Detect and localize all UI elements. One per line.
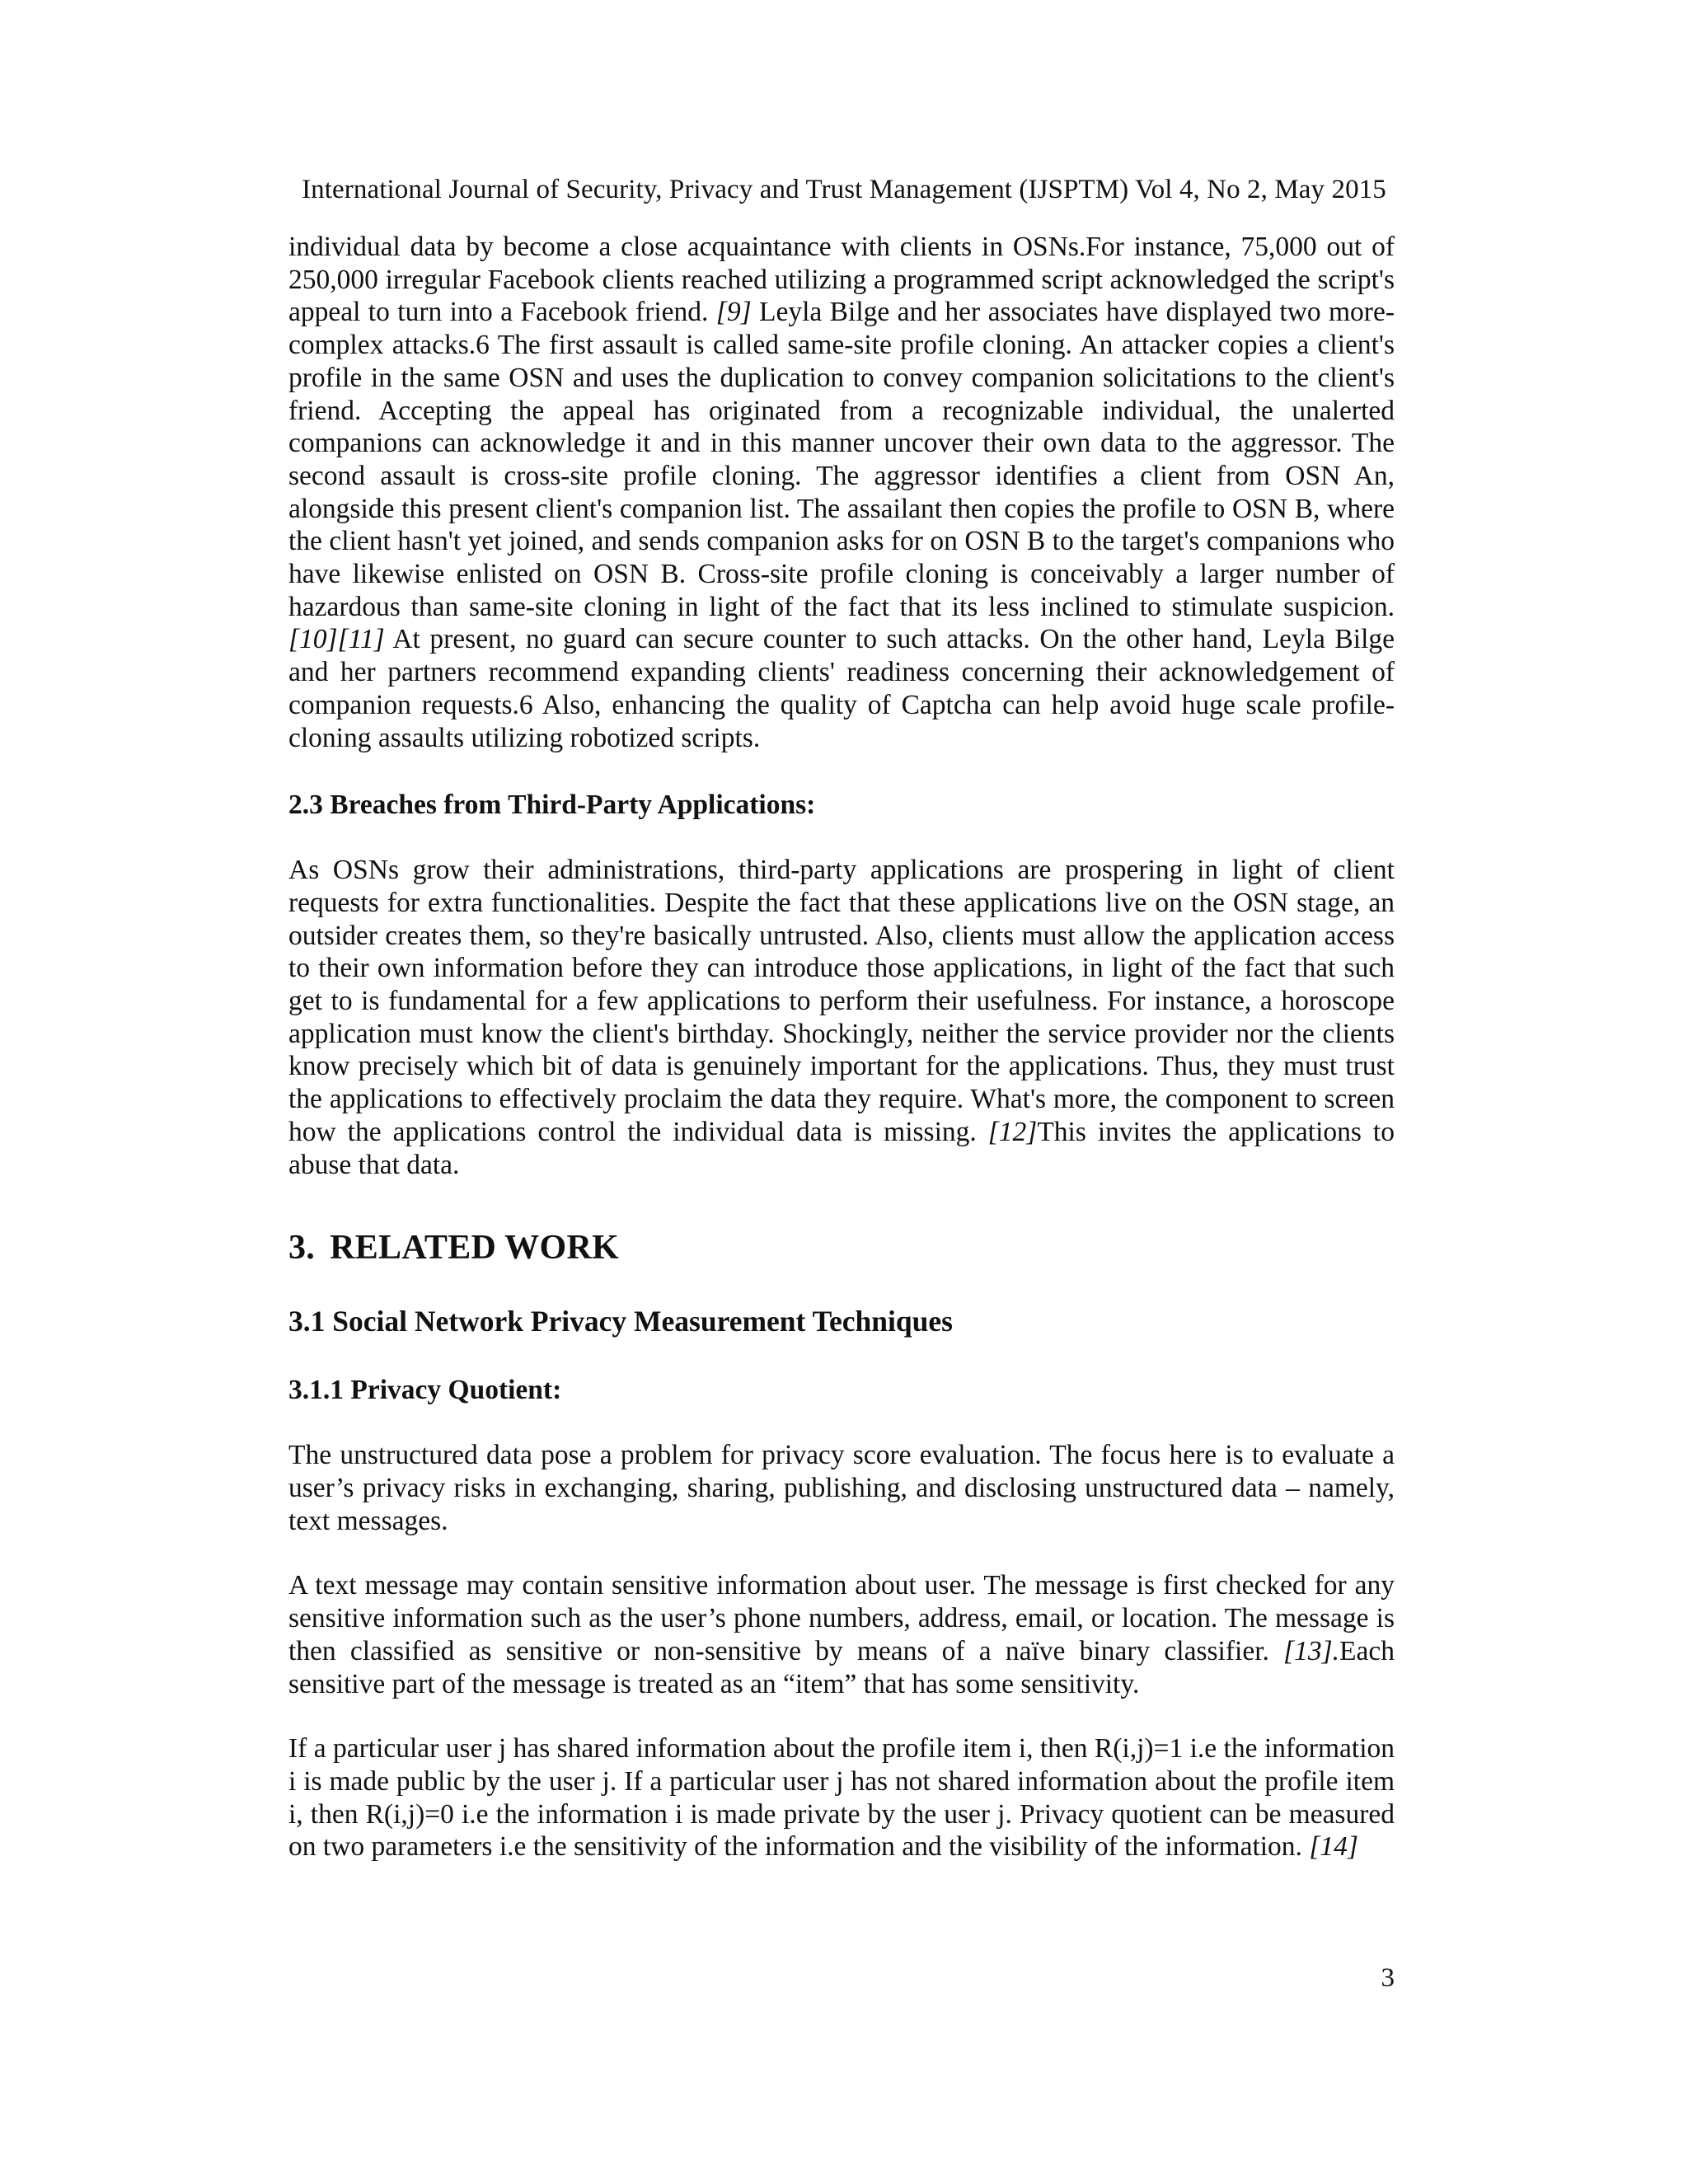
paragraph-third-party-apps <box>288 854 1395 1181</box>
page-number: 3 <box>1381 1963 1395 1993</box>
paragraph-profile-cloning <box>288 231 1395 754</box>
paragraph-text: Each sensitive part of the message is treated as an “item” that has some sensitivity. <box>288 1635 1395 1699</box>
citation: [9] <box>715 297 752 328</box>
paragraph-text: As OSNs grow their administrations, third-party applications are prospering in light of client requests for extra functionalities. Despite the fact that these applications live on the OSN stage, an outsider creates them, so they're basically untrusted. Also, clients must allow the application access to their own information before they can introduce those applications, in light of the fact that such get to is fundamental for a few applications to perform their usefulness. For instance, a horoscope application must know the client's birthday. Shockingly, neither the service provider nor the clients know precisely which bit of data is genuinely important for the applications. Thus, they must trust the applications to effectively proclaim the data they require. What's more, the component to screen how the applications control the individual data is missing. <box>288 855 1395 1147</box>
section-heading-related-work <box>288 1227 1395 1268</box>
citation: [14] <box>1309 1831 1358 1863</box>
subsection-heading-2-3: 2.3 Breaches from Third-Party Applications: <box>288 790 816 821</box>
paragraph-text: A text message may contain sensitive information about user. The message is first checked for any sensitive information such as the user’s phone numbers, address, email, or location. The message is then classified as sensitive or non-sensitive by means of a naïve binary classifier. <box>288 1570 1395 1666</box>
paragraph-unstructured-data <box>288 1439 1395 1537</box>
paragraph-text: This invites the applications to abuse that data. <box>288 1116 1395 1180</box>
paragraph-text: The unstructured data pose a problem for privacy score evaluation. The focus here is to evaluate a user’s privacy risks in exchanging, sharing, publishing, and disclosing unstructured data – namely, text messages. <box>288 1440 1395 1536</box>
citation: [10][11] <box>288 624 385 655</box>
paragraph-text-message <box>288 1569 1395 1700</box>
section-number: 3. <box>288 1229 316 1268</box>
paragraph-text: If a particular user j has shared information about the profile item i, then R(i,j)=1 i.e the information i is made public by the user j. If a particular user j has not shared information about the profile item i, then R(i,j)=0 i.e the information i is made private by the user j. Privacy quotient can be measured on two parameters i.e the sensitivity of the information and the visibility of the information. <box>288 1733 1395 1863</box>
subsection-heading-3-1: 3.1 Social Network Privacy Measurement Techniques <box>288 1305 953 1338</box>
subsubsection-heading-3-1-1: 3.1.1 Privacy Quotient: <box>288 1375 562 1406</box>
paragraph-text: individual data by become a close acquaintance with clients in OSNs.For instance, 75,000 out of 250,000 irregular Facebook clients reached utilizing a programmed script acknowledged the script's appeal to turn into a Facebook friend. <box>288 232 1395 328</box>
citation: [12] <box>987 1116 1038 1147</box>
running-header: International Journal of Security, Privacy and Trust Management (IJSPTM) Vol 4, No 2, May 2015 <box>302 175 1386 204</box>
citation: [13]. <box>1283 1635 1340 1666</box>
paragraph-text: At present, no guard can secure counter to such attacks. On the other hand, Leyla Bilge and her partners recommend expanding clients' readiness concerning their acknowledgement of companion requests.6 Also, enhancing the quality of Captcha can help avoid huge scale profile-cloning assaults utilizing robotized scripts. <box>288 624 1395 753</box>
section-title: RELATED WORK <box>330 1229 620 1268</box>
paragraph-text: Leyla Bilge and her associates have displayed two more-complex attacks.6 The first assault is called same-site profile cloning. An attacker copies a client's profile in the same OSN and uses the duplication to convey companion solicitations to the client's friend. Accepting the appeal has originated from a recognizable individual, the unalerted companions can acknowledge it and in this manner uncover their own data to the aggressor. The second assault is cross-site profile cloning. The aggressor identifies a client from OSN An, alongside this present client's companion list. The assailant then copies the profile to OSN B, where the client hasn't yet joined, and sends companion asks for on OSN B to the target's companions who have likewise enlisted on OSN B. Cross-site profile cloning is conceivably a larger number of hazardous than same-site cloning in light of the fact that its less inclined to stimulate suspicion. <box>288 297 1395 622</box>
page-body <box>288 231 1395 1863</box>
paragraph-privacy-quotient <box>288 1732 1395 1863</box>
